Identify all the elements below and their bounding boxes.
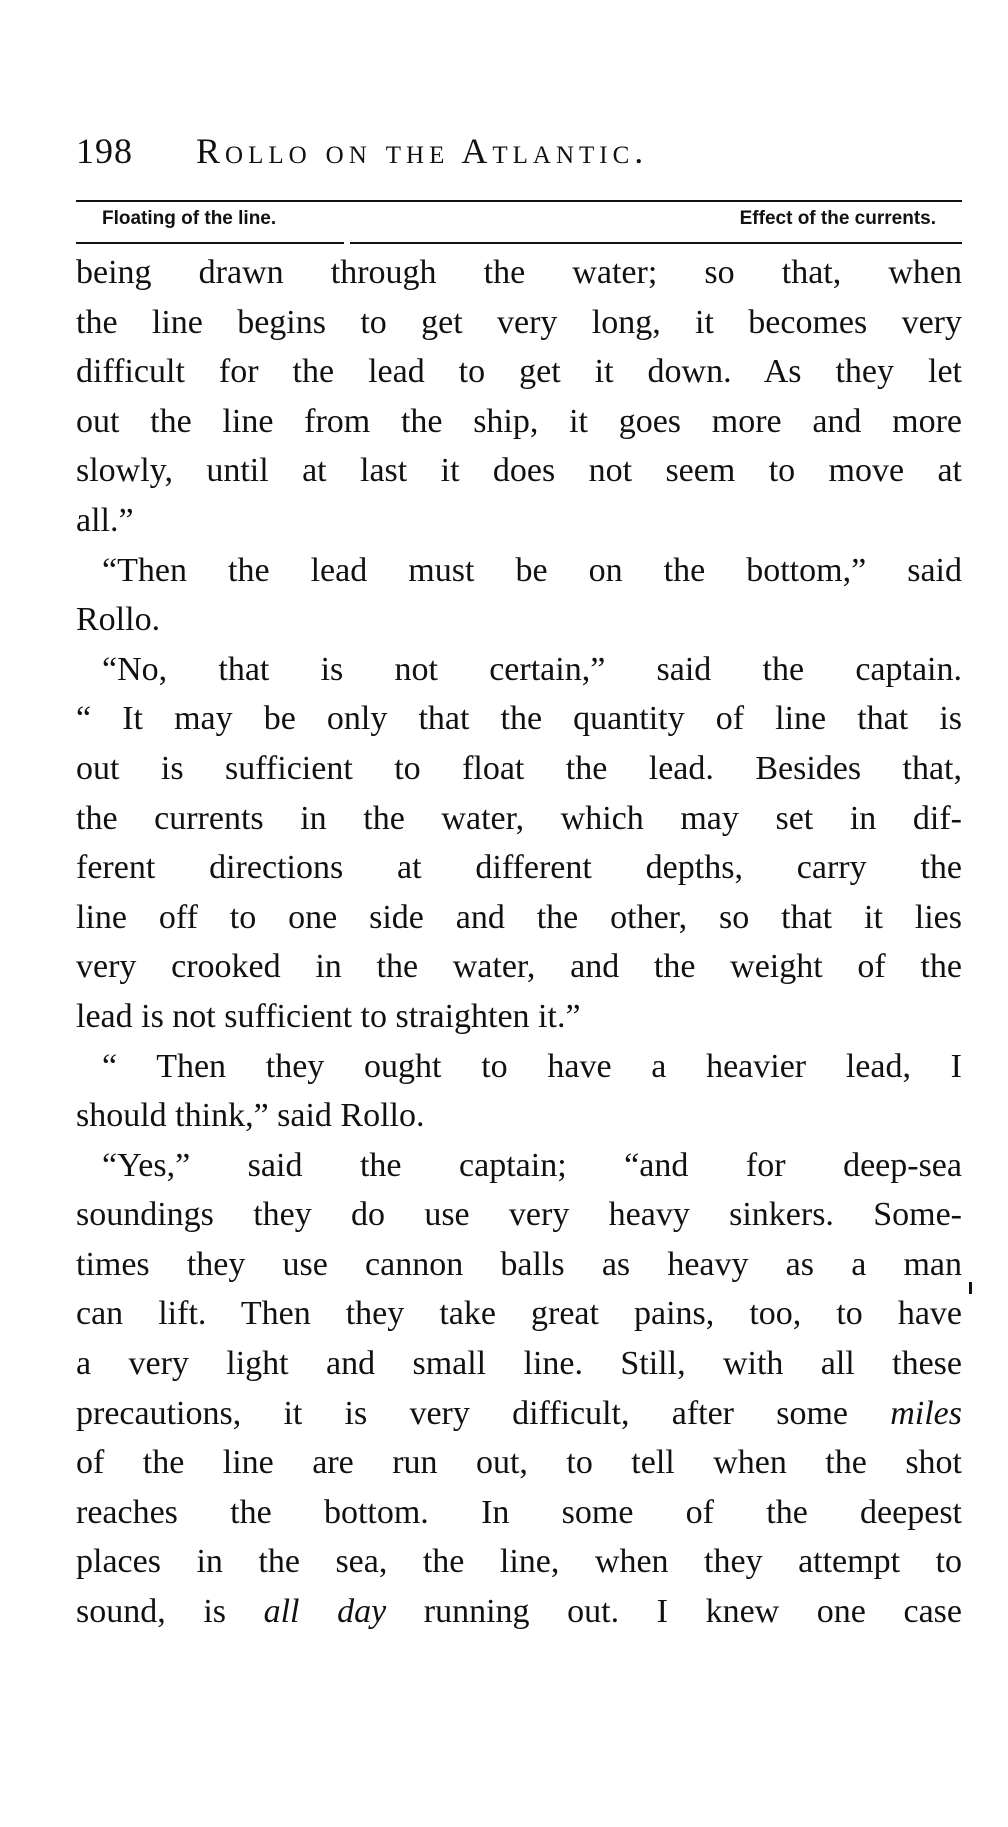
text-line: “ It may be only that the quantity of line that is [76, 700, 962, 738]
text-line: reaches the bottom. In some of the deepest [76, 1493, 962, 1531]
text-line: the line begins to get very long, it becomes very [76, 303, 962, 341]
text-line: times they use cannon balls as heavy as a man [76, 1245, 962, 1283]
text-line: the currents in the water, which may set in dif- [76, 799, 962, 837]
text-line: Rollo. [76, 601, 161, 639]
section-subheads [76, 208, 962, 238]
text-line: “No, that is not certain,” said the captain. [102, 650, 962, 688]
text-line: “Yes,” said the captain; “and for deep-sea [102, 1146, 962, 1184]
margin-mark [969, 1282, 972, 1294]
subhead-rule-left [76, 242, 344, 244]
text-line: ferent directions at different depths, carry the [76, 849, 962, 887]
running-head [76, 130, 962, 178]
text-line: difficult for the lead to get it down. As they let [76, 353, 962, 391]
subhead-left: Floating of the line. [102, 208, 277, 229]
italic-word: miles [890, 1394, 963, 1432]
page-number: 198 [76, 131, 133, 171]
text-line: out is sufficient to float the lead. Besides that, [76, 749, 962, 787]
italic-phrase: all day [263, 1593, 387, 1631]
text-line: very crooked in the water, and the weight of the [76, 948, 962, 986]
text-line: being drawn through the water; so that, when [76, 254, 962, 291]
text-line [76, 1389, 962, 1439]
body-text [76, 248, 962, 1637]
text-line: “ Then they ought to have a heavier lead, I [102, 1047, 962, 1085]
header-rule [76, 200, 962, 202]
text-segment: running out. I knew one case [423, 1593, 962, 1631]
text-line: soundings they do use very heavy sinkers. Some- [76, 1196, 962, 1234]
subhead-right: Effect of the currents. [739, 208, 936, 229]
text-line: lead is not sufficient to straighten it.” [76, 997, 581, 1035]
text-line: slowly, until at last it does not seem to move at [76, 452, 962, 490]
text-line: line off to one side and the other, so that it lies [76, 898, 962, 936]
book-page [76, 130, 963, 1631]
text-line: of the line are run out, to tell when the shot [76, 1444, 962, 1482]
text-line: places in the sea, the line, when they attempt to [76, 1543, 962, 1581]
text-line: a very light and small line. Still, with all these [76, 1345, 962, 1383]
text-line: “Then the lead must be on the bottom,” said [102, 551, 962, 589]
text-line: out the line from the ship, it goes more and more [76, 402, 962, 440]
text-line: should think,” said Rollo. [76, 1097, 425, 1135]
subhead-rule-right [350, 242, 962, 244]
text-segment: precautions, it is very difficult, after some [76, 1394, 848, 1432]
text-line: all.” [76, 501, 134, 539]
text-line [76, 1587, 962, 1637]
book-title: Rollo on the Atlantic. [196, 131, 649, 171]
text-line: can lift. Then they take great pains, too, to have [76, 1295, 962, 1333]
text-segment: sound, is [76, 1593, 226, 1631]
